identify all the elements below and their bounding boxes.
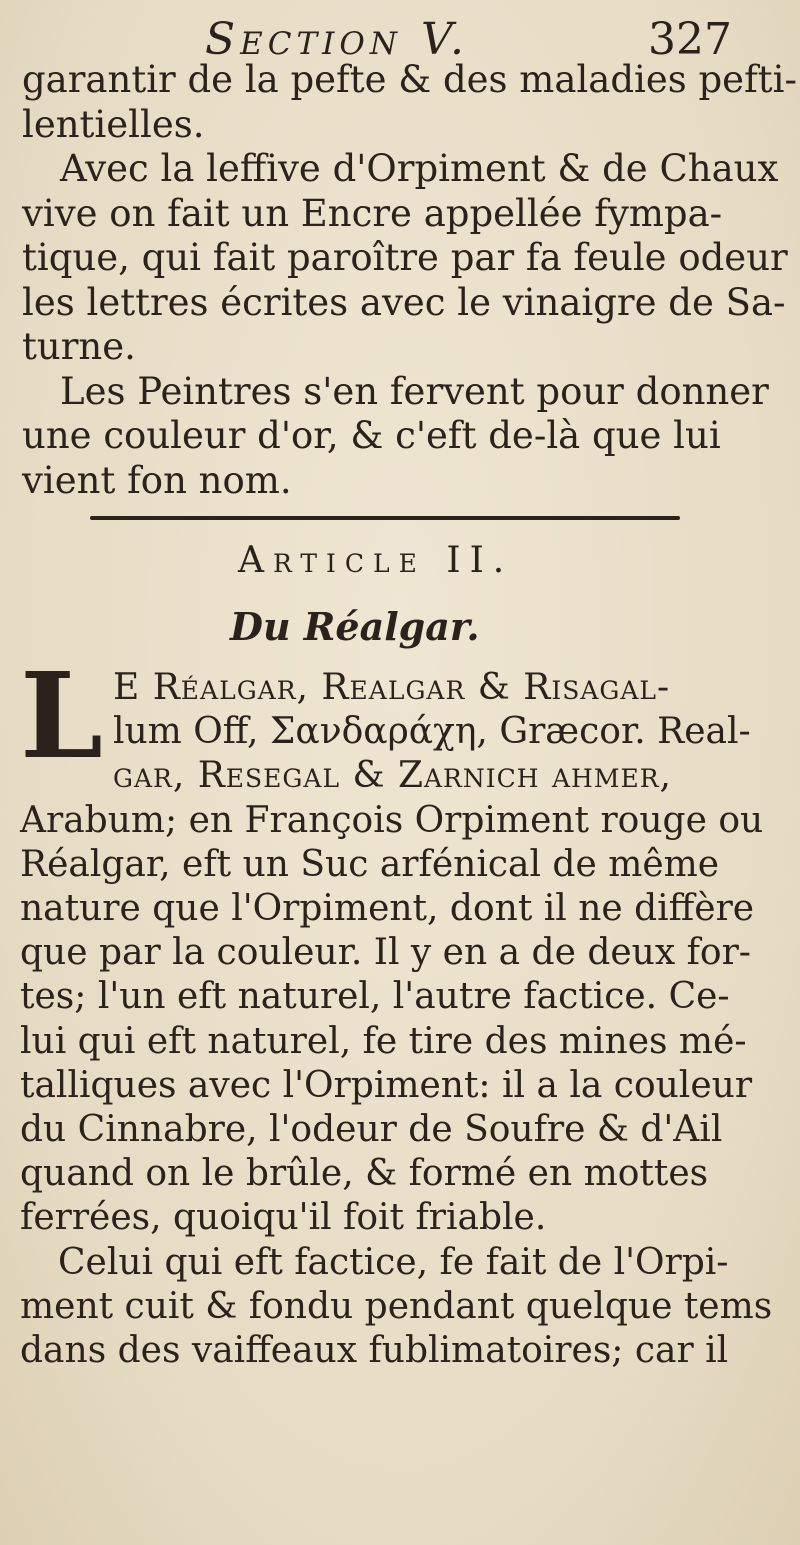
text-line: les lettres écrites avec le vinaigre de Sa- (22, 280, 786, 324)
text-line: vive on fait un Encre appellée fympa- (22, 191, 723, 235)
text-line: E Réalgar, Realgar & Risagal- (112, 667, 671, 708)
text-line: Avec la leffive d'Orpiment & de Chaux (60, 147, 779, 190)
text-line: Les Peintres s'en fervent pour donner (60, 369, 769, 413)
text-line: ment cuit & fondu pendant quelque tems (20, 1285, 773, 1327)
top-paragraphs (22, 58, 797, 503)
text-line: que par la couleur. Il y en a de deux for- (20, 932, 751, 974)
text-line: lui qui eft naturel, fe tire des mines mé- (20, 1020, 747, 1062)
text-line: une couleur d'or, & c'eft de-là que lui (22, 414, 721, 457)
text-line: turne. (22, 325, 136, 368)
text-line: vient fon nom. (22, 458, 292, 502)
page-number: 327 (648, 14, 732, 65)
text-line: talliques avec l'Orpiment: il a la couleur (20, 1064, 753, 1106)
text-line: nature que l'Orpiment, dont il ne diffère (20, 888, 755, 930)
text-line: tique, qui fait paroître par fa feule odeur (22, 236, 788, 279)
text-line: gar, Resegal & Zarnich ahmer, (112, 755, 672, 797)
text-line: du Cinnabre, l'odeur de Soufre & d'Ail (20, 1109, 723, 1151)
text-line: Arabum; en François Orpiment rouge ou (20, 799, 764, 841)
text-line: garantir de la pefte & des maladies pefti- (22, 58, 797, 101)
text-line: quand on le brûle, & formé en mottes (20, 1153, 709, 1195)
text-line: Réalgar, eft un Suc arfénical de même (20, 843, 720, 885)
text-line: lum Off, Σανδαράχη, Græcor. Real- (112, 711, 751, 753)
drop-cap: L (20, 646, 103, 785)
text-line: dans des vaiffeaux fublimatoires; car il (20, 1330, 729, 1372)
text-line: lentielles. (22, 102, 205, 146)
article-body (20, 646, 780, 1373)
text-line: tes; l'un eft naturel, l'autre factice. Ce- (20, 976, 730, 1018)
section-title: Section V. (205, 14, 470, 65)
text-line: Celui qui eft factice, fe fait de l'Orpi- (58, 1241, 729, 1283)
text-line: ferrées, quoiqu'il foit friable. (20, 1197, 547, 1239)
article-heading: Article II. (238, 540, 514, 581)
article-subtitle: Du Réalgar. (230, 604, 480, 649)
section-divider (90, 516, 680, 520)
